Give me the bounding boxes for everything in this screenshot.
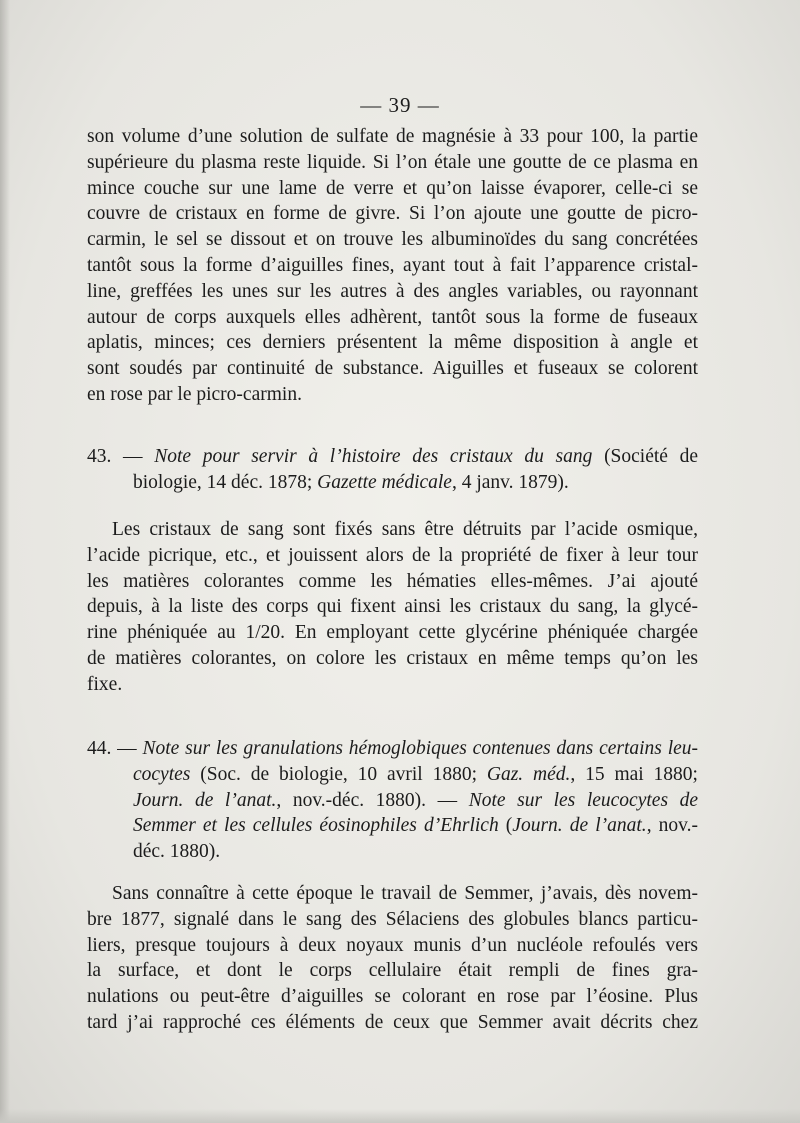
text-line: tard j’ai rapproché ces éléments de ceux que Semmer avait décrits chez <box>87 1011 698 1033</box>
entry-source: (Soc. de biologie, 10 avril 1880; <box>200 763 477 785</box>
entry-title: Note pour servir à l’histoire des cristaux du sang <box>154 446 593 467</box>
entry-number: 44. — <box>87 738 137 759</box>
entry-43-line-1 <box>87 444 698 470</box>
text-line: nulations ou peut-être d’aiguilles se colorant en rose par l’éosine. Plus <box>87 986 698 1008</box>
text-line: couvre de cristaux en forme de givre. Si l’on ajoute une goutte de picro- <box>87 203 698 225</box>
entry-44-line-2 <box>87 762 698 788</box>
entry-source: , nov.-déc. 1880). — <box>276 789 458 811</box>
text-line: l’acide picrique, etc., et jouissent alors de la propriété de fixer à leur tour <box>87 544 698 566</box>
paragraph-semmer <box>87 881 698 1036</box>
text-line: tantôt sous la forme d’aiguilles fines, ayant tout à fait l’apparence cristal- <box>87 254 698 276</box>
entry-source: , 15 mai 1880; <box>570 763 698 785</box>
entry-title: Note sur les leucocytes de <box>468 789 699 811</box>
journal-name: Journ. de l’anat. <box>133 789 277 811</box>
text-line: line, greffées les unes sur les autres à des angles variables, ou rayonnant <box>87 280 698 302</box>
entry-source: ( <box>505 815 513 837</box>
text-line: depuis, à la liste des corps qui fixent ainsi les cristaux du sang, la glycé- <box>87 596 698 618</box>
text-line: Sans connaître à cette époque le travail de Semmer, j’avais, dès novem- <box>112 883 698 904</box>
text-line: fixe. <box>87 673 123 695</box>
entry-44-line-5: déc. 1880). <box>133 841 221 863</box>
text-line: carmin, le sel se dissout et on trouve les albuminoïdes du sang concrétées <box>87 229 698 251</box>
text-line: supérieure du plasma reste liquide. Si l’on étale une goutte de ce plasma en <box>87 151 698 173</box>
journal-name: Gazette médicale <box>317 471 452 493</box>
text-line: les matières colorantes comme les hématies elles-mêmes. J’ai ajouté <box>87 570 698 592</box>
text-line: rine phéniquée au 1/20. En employant cette glycérine phéniquée chargée <box>87 622 698 644</box>
text-line: Les cristaux de sang sont fixés sans être détruits par l’acide osmique, <box>112 519 698 540</box>
entry-44-line-1 <box>87 736 698 762</box>
paragraph-plasma <box>87 124 698 408</box>
entry-number: 43. — <box>87 446 143 467</box>
entry-source: , 4 janv. 1879). <box>451 471 569 493</box>
entry-title: Note sur les granulations hémoglobiques contenues dans certains leu- <box>142 738 699 759</box>
text-line: aplatis, minces; ces derniers présentent la même disposition à angle et <box>87 332 698 354</box>
text-line: liers, presque toujours à deux noyaux munis d’un nucléole refoulés vers <box>87 934 698 956</box>
entry-title: Semmer et les cellules éosinophiles d’Ehrlich <box>133 815 499 837</box>
text-line: autour de corps auxquels elles adhèrent, tantôt sous la forme de fuseaux <box>87 306 698 328</box>
text-line: sont soudés par continuité de substance. Aiguilles et fuseaux se colorent <box>87 358 698 380</box>
text-line: mince couche sur une lame de verre et qu’on laisse évaporer, celle-ci se <box>87 177 698 199</box>
text-line: de matières colorantes, on colore les cristaux en même temps qu’on les <box>87 647 698 669</box>
entry-44-heading <box>87 736 698 865</box>
entry-44-line-3 <box>87 788 698 814</box>
text-line: son volume d’une solution de sulfate de magnésie à 33 pour 100, la partie <box>87 126 698 147</box>
entry-43-heading <box>87 444 698 496</box>
entry-source: (Société de <box>604 446 699 467</box>
entry-source: biologie, 14 déc. 1878; <box>133 471 313 493</box>
entry-title: cocytes <box>133 763 191 785</box>
entry-44-line-4 <box>87 813 698 839</box>
page-shadow-left <box>0 0 10 1123</box>
page-number: — 39 — <box>360 93 440 117</box>
text-line: bre 1877, signalé dans le sang des Sélaciens des globules blancs particu- <box>87 908 698 930</box>
journal-name: Journ. de l’anat. <box>512 815 647 837</box>
page-shadow-bottom <box>0 1109 800 1123</box>
entry-source: , nov.- <box>646 815 698 837</box>
text-line: en rose par le picro-carmin. <box>87 383 302 405</box>
entry-43-line-2 <box>87 470 698 496</box>
journal-name: Gaz. méd. <box>486 763 571 785</box>
text-line: la surface, et dont le corps cellulaire était rempli de fines gra- <box>87 960 698 982</box>
paragraph-cristaux <box>87 517 698 698</box>
